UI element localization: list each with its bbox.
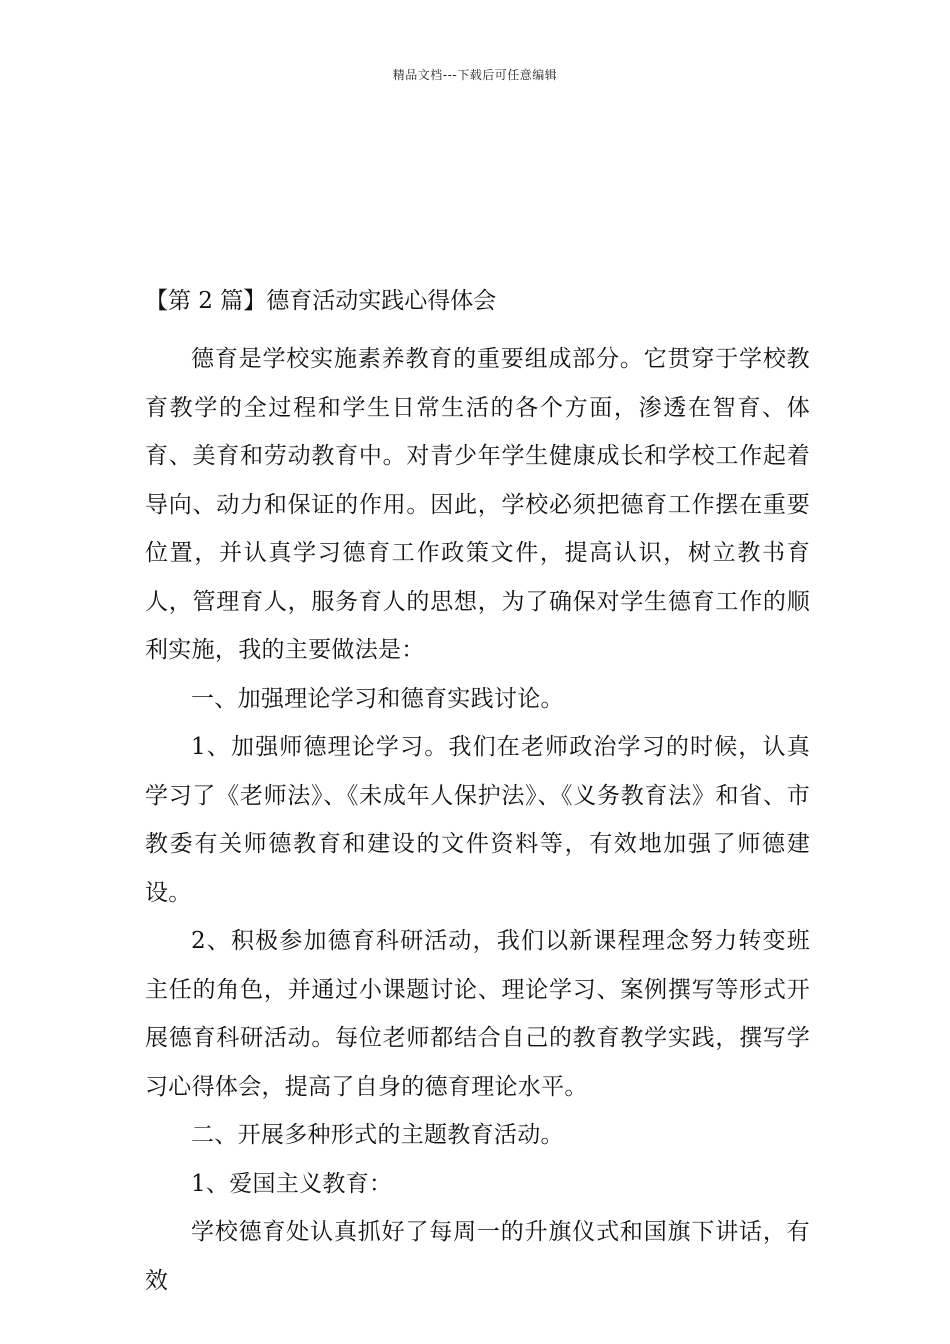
section-heading-1: 一、加强理论学习和德育实践讨论。 bbox=[191, 685, 564, 712]
paragraph-1-2: 2、积极参加德育科研活动，我们以新课程理念努力转变班主任的角色，并通过小课题讨论、理论学习、案例撰写等形式开展德育科研活动。每位老师都结合自己的教育教学实践，撰写学习心得体会，提高了自身的德育理论水平。 bbox=[145, 928, 810, 1100]
document-title: 【第 2 篇】德育活动实践心得体会 bbox=[145, 288, 497, 314]
section-heading-2: 二、开展多种形式的主题教育活动。 bbox=[191, 1122, 564, 1148]
paragraph-intro: 德育是学校实施素养教育的重要组成部分。它贯穿于学校教育教学的全过程和学生日常生活的各个方面，渗透在智育、体育、美育和劳动教育中。对青少年学生健康成长和学校工作起着导向、动力和保证的作用。因此，学校必须把德育工作摆在重要位置，并认真学习德育工作政策文件，提高认识，树立教书育人，管理育人，服务育人的思想，为了确保对学生德育工作的顺利实施，我的主要做法是： bbox=[145, 346, 810, 663]
paragraph-2-1: 学校德育处认真抓好了每周一的升旗仪式和国旗下讲话，有效 bbox=[145, 1219, 810, 1294]
document-body bbox=[145, 281, 810, 1305]
paragraph-1-1: 1、加强师德理论学习。我们在老师政治学习的时候，认真学习了《老师法》、《未成年人保护法》、《义务教育法》和省、市教委有关师德教育和建设的文件资料等，有效地加强了师德建设。 bbox=[145, 734, 810, 906]
subheading-2-1: 1、爱国主义教育： bbox=[191, 1170, 393, 1197]
header-note: 精品文档---下载后可任意编辑 bbox=[392, 68, 558, 82]
